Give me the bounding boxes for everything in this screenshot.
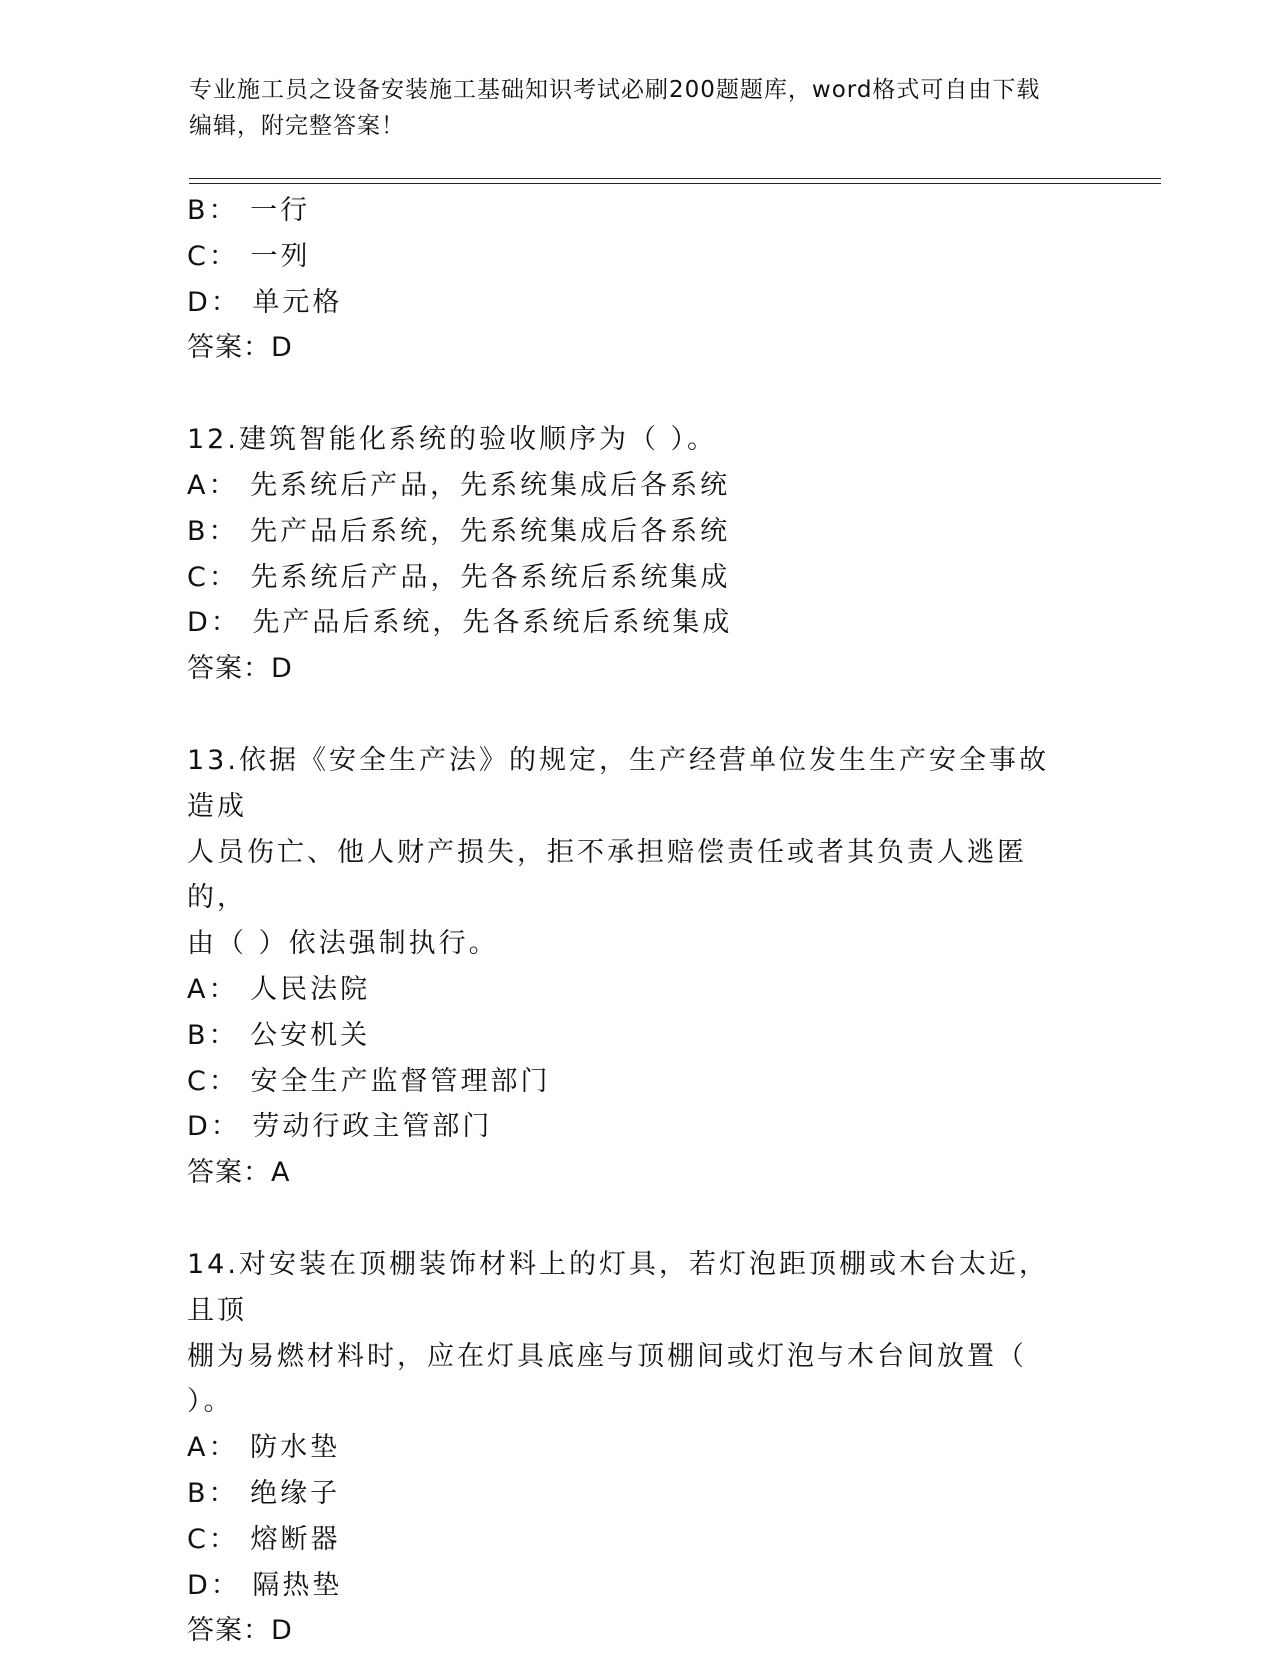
option-text: 公安机关 bbox=[250, 1019, 371, 1051]
option-letter: D bbox=[187, 1111, 211, 1143]
option-text: 绝缘子 bbox=[250, 1477, 341, 1509]
option-b: B： 一行 bbox=[187, 195, 311, 226]
option-a: A： 人民法院 bbox=[187, 973, 371, 1005]
option-text: 先产品后系统，先各系统后系统集成 bbox=[252, 607, 733, 639]
option-text: 熔断器 bbox=[250, 1523, 341, 1555]
option-letter: D bbox=[187, 286, 211, 318]
stem-line: 13.依据《安全生产法》的规定，生产经营单位发生生产安全事故造成 bbox=[187, 744, 1049, 822]
option-letter: C bbox=[187, 240, 209, 272]
option-b: B： 公安机关 bbox=[187, 1019, 371, 1051]
option-text: 先产品后系统，先系统集成后各系统 bbox=[250, 515, 731, 547]
answer-line: 答案：A bbox=[187, 1157, 291, 1189]
question-13 bbox=[187, 738, 1087, 1196]
question-content bbox=[187, 188, 1087, 1654]
option-text: 安全生产监督管理部门 bbox=[250, 1065, 551, 1097]
option-letter: D bbox=[187, 1569, 211, 1601]
option-letter: C bbox=[187, 1523, 209, 1555]
option-a: A： 先系统后产品，先系统集成后各系统 bbox=[187, 469, 731, 501]
answer-line: 答案：D bbox=[187, 332, 293, 364]
option-letter: C bbox=[187, 1065, 209, 1097]
option-text: 单元格 bbox=[252, 286, 343, 318]
option-a: A： 防水垫 bbox=[187, 1432, 341, 1464]
option-letter: A bbox=[187, 469, 209, 501]
option-letter: C bbox=[187, 561, 209, 593]
stem-line: 人员伤亡、他人财产损失，拒不承担赔偿责任或者其负责人逃匿的， bbox=[187, 836, 1027, 914]
option-letter: A bbox=[187, 973, 209, 1005]
document-header bbox=[189, 72, 1089, 144]
option-c: C： 先系统后产品，先各系统后系统集成 bbox=[187, 561, 731, 593]
option-text: 一行 bbox=[250, 195, 311, 226]
option-text: 一列 bbox=[250, 240, 311, 272]
option-text: 隔热垫 bbox=[252, 1569, 343, 1601]
header-divider-top bbox=[189, 178, 1161, 179]
option-b: B： 绝缘子 bbox=[187, 1477, 341, 1509]
answer-line: 答案：D bbox=[187, 1615, 293, 1647]
option-text: 防水垫 bbox=[250, 1432, 341, 1464]
stem-line: 12.建筑智能化系统的验收顺序为（ ）。 bbox=[187, 424, 718, 456]
question-14 bbox=[187, 1242, 1087, 1654]
question-stem bbox=[187, 738, 1077, 967]
option-d: D： 劳动行政主管部门 bbox=[187, 1111, 493, 1143]
stem-line: 棚为易燃材料时，应在灯具底座与顶棚间或灯泡与木台间放置（ ）。 bbox=[187, 1340, 1039, 1418]
stem-line: 14.对安装在顶棚装饰材料上的灯具，若灯泡距顶棚或木台太近，且顶 bbox=[187, 1248, 1049, 1326]
question-stem bbox=[187, 417, 1077, 463]
option-letter: B bbox=[187, 1477, 209, 1509]
option-text: 先系统后产品，先系统集成后各系统 bbox=[250, 469, 731, 501]
continued-question bbox=[187, 188, 1087, 371]
option-c: C： 一列 bbox=[187, 240, 311, 272]
option-d: D： 隔热垫 bbox=[187, 1569, 343, 1601]
option-text: 劳动行政主管部门 bbox=[252, 1111, 493, 1143]
option-letter: B bbox=[187, 515, 209, 547]
option-c: C： 熔断器 bbox=[187, 1523, 341, 1555]
option-letter: B bbox=[187, 1019, 209, 1051]
option-text: 人民法院 bbox=[250, 973, 371, 1005]
option-d: D： 单元格 bbox=[187, 286, 343, 318]
option-text: 先系统后产品，先各系统后系统集成 bbox=[250, 561, 731, 593]
option-letter: D bbox=[187, 607, 211, 639]
option-letter: B bbox=[187, 195, 209, 226]
stem-line: 由（ ）依法强制执行。 bbox=[187, 928, 499, 960]
option-letter: A bbox=[187, 1432, 209, 1464]
answer-line: 答案：D bbox=[187, 653, 293, 685]
option-b: B： 先产品后系统，先系统集成后各系统 bbox=[187, 515, 731, 547]
question-12 bbox=[187, 417, 1087, 692]
header-line-1: 专业施工员之设备安装施工基础知识考试必刷200题题库，word格式可自由下载 bbox=[189, 77, 1041, 103]
header-line-2: 编辑，附完整答案！ bbox=[189, 113, 405, 139]
question-stem bbox=[187, 1242, 1077, 1425]
header-divider-bottom bbox=[189, 183, 1161, 184]
option-d: D： 先产品后系统，先各系统后系统集成 bbox=[187, 607, 733, 639]
option-c: C： 安全生产监督管理部门 bbox=[187, 1065, 551, 1097]
